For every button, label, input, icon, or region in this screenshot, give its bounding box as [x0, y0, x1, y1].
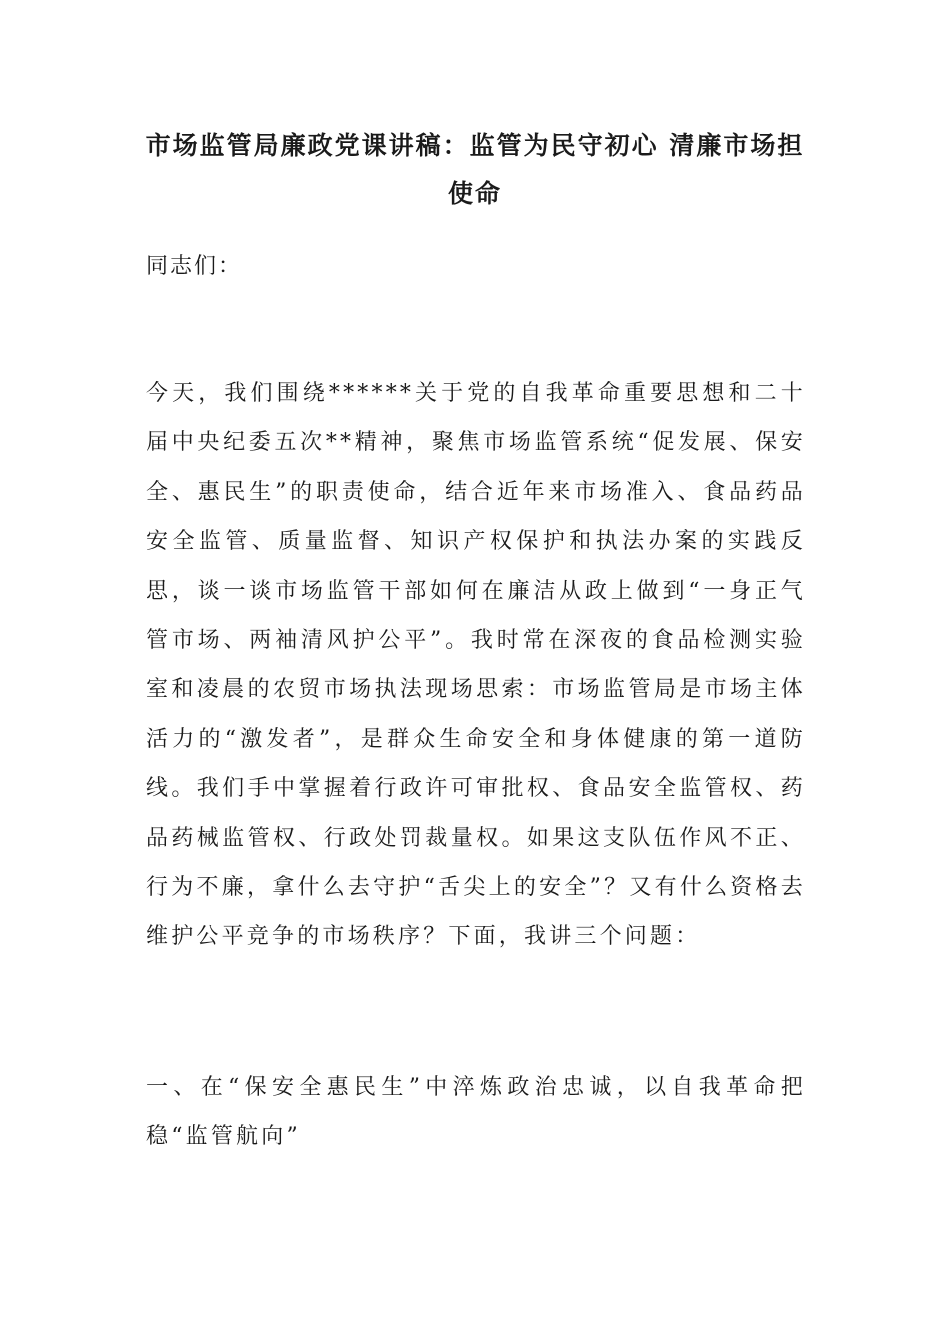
- document-title: 市场监管局廉政党课讲稿：监管为民守初心 清廉市场担使命: [145, 131, 805, 208]
- section-heading: 一、在“保安全惠民生”中淬炼政治忠诚，以自我革命把稳“监管航向”: [146, 1075, 806, 1150]
- body-paragraph: 今天，我们围绕******关于党的自我革命重要思想和二十届中央纪委五次**精神，聚焦市场监管系统“促发展、保安全、惠民生”的职责使命，结合近年来市场准入、食品药品安全监管、质量监督、知识产权保护和执法办案的实践反思，谈一谈市场监管干部如何在廉洁从政上做到“一身正气管市场、两袖清风护公平”。我时常在深夜的食品检测实验室和凌晨的农贸市场执法现场思索：市场监管局是市场主体活力的“激发者”，是群众生命安全和身体健康的第一道防线。我们手中掌握着行政许可审批权、食品安全监管权、药品药械监管权、行政处罚裁量权。如果这支队伍作风不正、行为不廉，拿什么去守护“舌尖上的安全”？又有什么资格去维护公平竞争的市场秩序？下面，我讲三个问题：: [146, 381, 806, 950]
- salutation: 同志们：: [146, 254, 243, 279]
